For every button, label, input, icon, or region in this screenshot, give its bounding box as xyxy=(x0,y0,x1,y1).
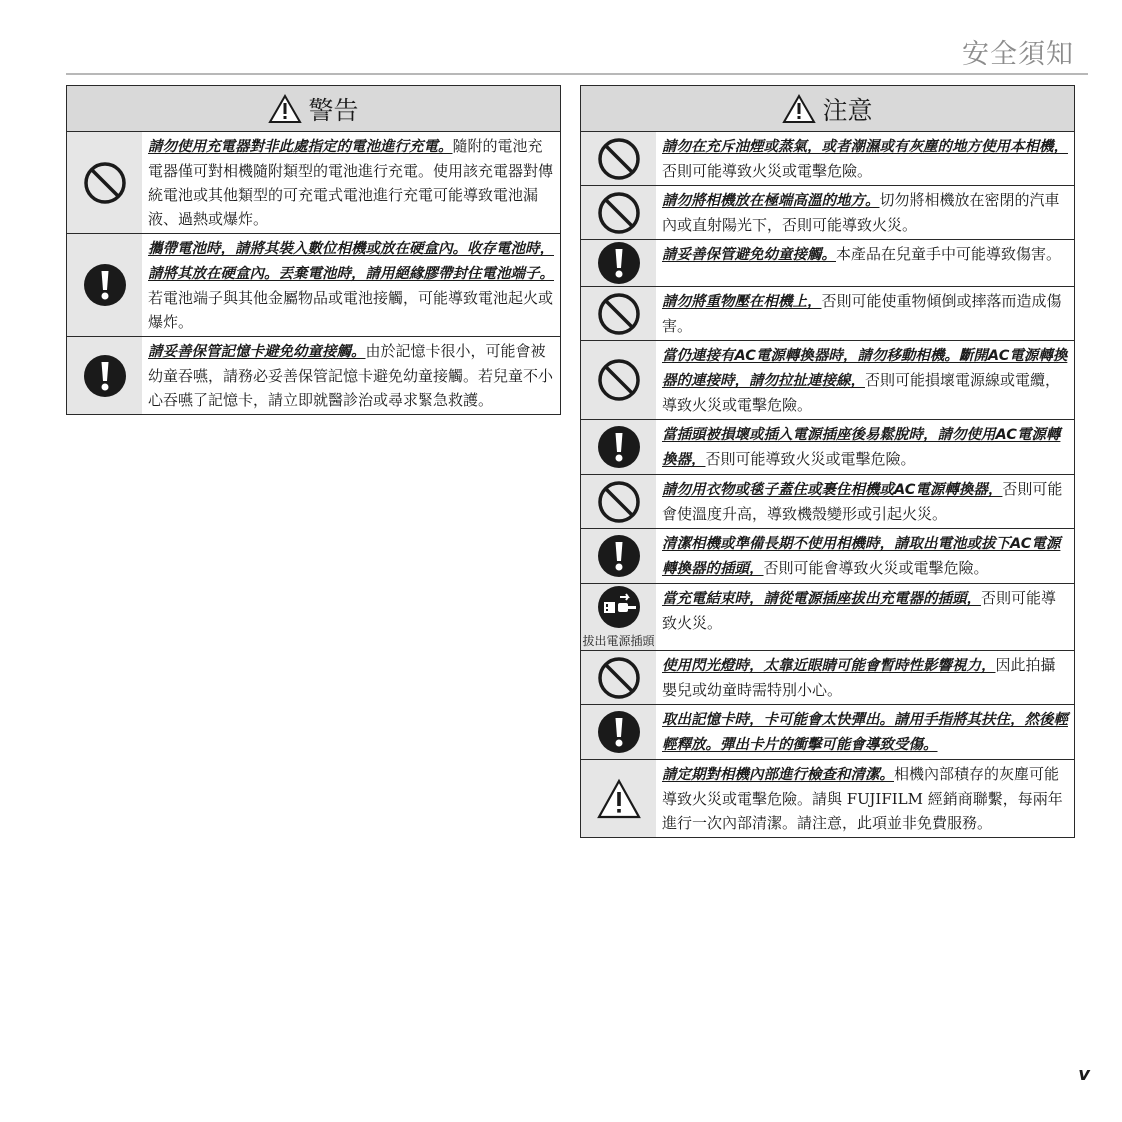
row-body: 因此拍攝嬰兒或幼童時需特別小心。 xyxy=(662,656,1056,699)
row-emphasis: 攜帶電池時，請將其裝入數位相機或放在硬盒內。收存電池時，請將其放在硬盒內。丟棄電池時，請用絕緣膠帶封住電池端子。 xyxy=(148,241,554,282)
row-text xyxy=(656,240,1074,286)
safety-row xyxy=(581,185,1074,239)
row-body: 否則可能導致火災或電擊危險。 xyxy=(705,450,916,468)
mandatory-icon xyxy=(596,240,642,286)
row-text xyxy=(656,341,1074,419)
prohibited-icon xyxy=(596,190,642,236)
page-title: 安全須知 xyxy=(962,39,1074,70)
icon-cell xyxy=(67,132,142,233)
mandatory-icon xyxy=(596,424,642,470)
safety-row xyxy=(581,704,1074,759)
row-emphasis: 請勿將相機放在極端高溫的地方。 xyxy=(662,193,880,209)
safety-row xyxy=(581,759,1074,837)
row-body: 否則可能損壞電源線或電纜，導致火災或電擊危險。 xyxy=(662,371,1061,414)
prohibited-icon xyxy=(596,136,642,182)
safety-row xyxy=(581,583,1074,650)
row-emphasis: 當充電結束時，請從電源插座拔出充電器的插頭， xyxy=(662,591,981,607)
row-text xyxy=(656,705,1074,759)
row-body: 相機內部積存的灰塵可能導致火災或電擊危險。請與 FUJIFILM 經銷商聯繫，每兩年進行一次內部清潔。請注意，此項並非免費服務。 xyxy=(662,765,1063,832)
title-rule xyxy=(66,73,1088,75)
row-text xyxy=(142,132,560,233)
icon-cell xyxy=(581,132,656,185)
row-body: 否則可能使重物傾倒或摔落而造成傷害。 xyxy=(662,292,1062,335)
row-emphasis: 取出記憶卡時，卡可能會太快彈出。請用手指將其扶住，然後輕輕釋放。彈出卡片的衝擊可能會導致受傷。 xyxy=(662,712,1068,753)
safety-row xyxy=(67,132,560,233)
warning-heading-label: 警告 xyxy=(308,95,359,125)
row-text xyxy=(656,760,1074,837)
caution-triangle-icon xyxy=(782,94,816,124)
row-body: 若電池端子與其他金屬物品或電池接觸，可能導致電池起火或爆炸。 xyxy=(148,289,554,331)
row-text xyxy=(142,234,560,336)
page-number: v xyxy=(1078,1064,1090,1085)
row-emphasis: 請定期對相機內部進行檢查和清潔。 xyxy=(662,767,894,783)
prohibited-icon xyxy=(596,291,642,337)
row-text xyxy=(656,584,1074,650)
row-emphasis: 請妥善保管記憶卡避免幼童接觸。 xyxy=(148,344,366,360)
row-body: 否則可能會使溫度升高，導致機殼變形或引起火災。 xyxy=(662,480,1063,523)
icon-cell xyxy=(581,651,656,704)
icon-cell xyxy=(67,234,142,336)
row-emphasis: 當仍連接有AC電源轉換器時，請勿移動相機。斷開AC電源轉換器的連接時，請勿拉扯連接線， xyxy=(662,348,1068,389)
caution-panel xyxy=(580,85,1075,838)
row-emphasis: 使用閃光燈時，太靠近眼睛可能會暫時性影響視力， xyxy=(662,658,996,674)
row-body: 切勿將相機放在密閉的汽車內或直射陽光下，否則可能導致火災。 xyxy=(662,191,1060,234)
row-text xyxy=(656,132,1074,185)
icon-cell xyxy=(581,529,656,583)
icon-cell xyxy=(581,186,656,239)
icon-cell xyxy=(581,420,656,474)
row-body: 本產品在兒童手中可能導致傷害。 xyxy=(836,245,1062,263)
mandatory-icon xyxy=(596,533,642,579)
row-emphasis: 請妥善保管避免幼童接觸。 xyxy=(662,247,836,263)
prohibited-icon xyxy=(82,160,128,206)
row-emphasis: 請勿將重物壓在相機上， xyxy=(662,294,822,310)
caution-heading xyxy=(581,86,1074,132)
row-emphasis: 請勿在充斥油煙或蒸氣，或者潮濕或有灰塵的地方使用本相機， xyxy=(662,139,1068,155)
row-text xyxy=(656,475,1074,528)
mandatory-icon xyxy=(82,262,128,308)
prohibited-icon xyxy=(596,655,642,701)
warning-panel xyxy=(66,85,561,415)
warning-rows xyxy=(67,132,560,414)
row-body: 否則可能導致火災。 xyxy=(662,589,1057,632)
row-text xyxy=(656,186,1074,239)
row-emphasis: 清潔相機或準備長期不使用相機時，請取出電池或拔下AC電源轉換器的插頭， xyxy=(662,536,1061,577)
icon-cell xyxy=(581,475,656,528)
caution-rows xyxy=(581,132,1074,837)
icon-cell xyxy=(581,584,656,650)
safety-row xyxy=(581,286,1074,340)
row-body: 由於記憶卡很小，可能會被幼童吞嚥，請務必妥善保管記憶卡避免幼童接觸。若兒童不小心吞嚥了記憶卡，請立即就醫診治或尋求緊急救護。 xyxy=(148,342,554,409)
row-text xyxy=(656,420,1074,474)
caution-triangle-icon xyxy=(268,94,302,124)
row-emphasis: 請勿使用充電器對非此處指定的電池進行充電。 xyxy=(148,139,453,155)
prohibited-icon xyxy=(596,357,642,403)
icon-cell xyxy=(581,760,656,837)
row-text xyxy=(142,337,560,414)
caution-triangle-icon xyxy=(596,778,642,820)
row-body: 隨附的電池充電器僅可對相機隨附類型的電池進行充電。使用該充電器對傳統電池或其他類型的可充電式電池進行充電可能導致電池漏液、過熱或爆炸。 xyxy=(148,137,554,228)
icon-caption: 拔出電源插頭 xyxy=(582,634,655,648)
row-text xyxy=(656,651,1074,704)
safety-row xyxy=(581,132,1074,185)
row-emphasis: 當插頭被損壞或插入電源插座後易鬆脫時，請勿使用AC電源轉換器， xyxy=(662,427,1061,468)
safety-row xyxy=(581,528,1074,583)
row-text xyxy=(656,529,1074,583)
prohibited-icon xyxy=(596,479,642,525)
icon-cell xyxy=(581,341,656,419)
safety-row xyxy=(581,340,1074,419)
caution-heading-label: 注意 xyxy=(822,95,873,125)
row-body: 否則可能會導致火災或電擊危險。 xyxy=(763,559,989,577)
mandatory-icon xyxy=(82,353,128,399)
safety-row xyxy=(67,233,560,336)
safety-row xyxy=(581,474,1074,528)
row-body: 否則可能導致火災或電擊危險。 xyxy=(662,162,873,180)
row-text xyxy=(656,287,1074,340)
row-emphasis: 請勿用衣物或毯子蓋住或裹住相機或AC電源轉換器， xyxy=(662,482,1003,498)
icon-cell xyxy=(581,705,656,759)
safety-row xyxy=(581,239,1074,286)
icon-cell xyxy=(581,240,656,286)
unplug-icon xyxy=(596,584,642,630)
warning-heading xyxy=(67,86,560,132)
safety-row xyxy=(581,650,1074,704)
icon-cell xyxy=(581,287,656,340)
safety-row xyxy=(67,336,560,414)
mandatory-icon xyxy=(596,709,642,755)
safety-row xyxy=(581,419,1074,474)
icon-cell xyxy=(67,337,142,414)
